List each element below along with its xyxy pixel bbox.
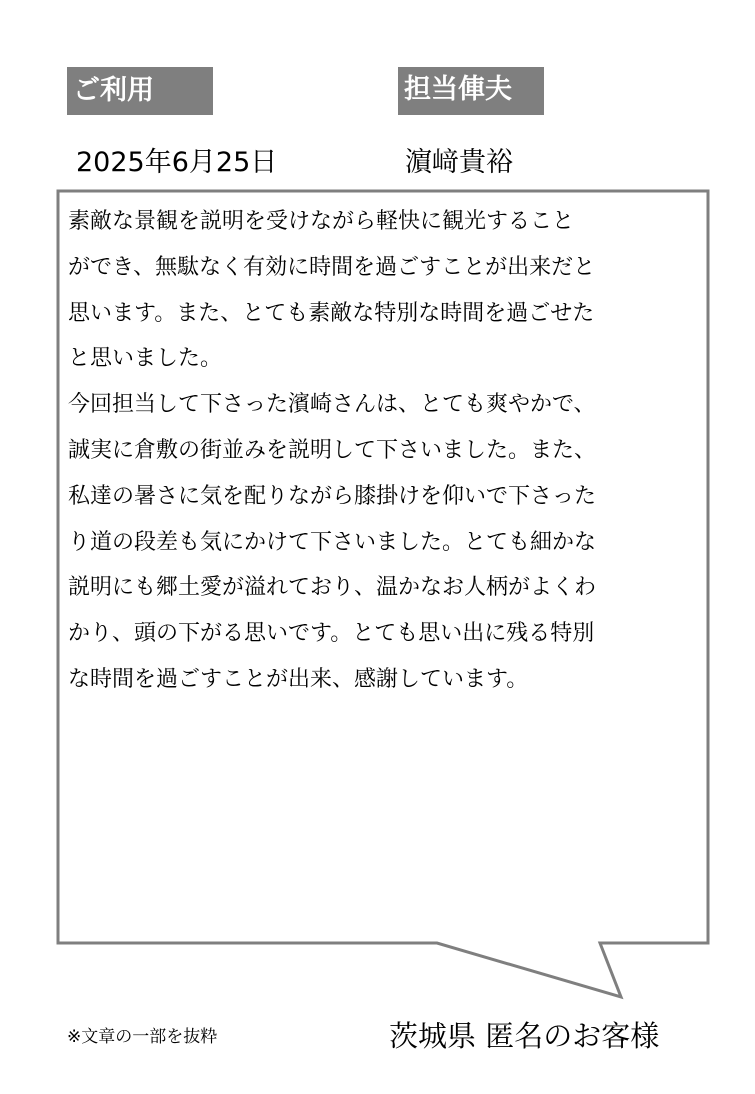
comment-line: 説明にも郷土愛が溢れており、温かなお人柄がよくわ [68, 575, 597, 601]
comment-line: 素敵な景観を説明を受けながら軽快に観光すること [68, 209, 575, 234]
customer-name: 茨城県 匿名のお客様 [389, 1019, 660, 1053]
comment-line: り道の段差も気にかけて下さいました。とても細かな [68, 529, 597, 555]
comment-line: 私達の暑さに気を配りながら膝掛けを仰いで下さった [68, 483, 597, 509]
comment-line: ができ、無駄なく有効に時間を過ごすことが出来だと [68, 254, 596, 280]
usage-date-label: ご利用 [67, 67, 213, 115]
staff-label: 担当俥夫 [398, 67, 544, 115]
staff-name-value: 濵﨑貴裕 [405, 147, 513, 178]
customer-comment [68, 199, 700, 703]
comment-line: 今回担当して下さった濱崎さんは、とても爽やかで、 [68, 392, 596, 418]
comment-line: 思います。また、とても素敵な特別な時間を過ごせた [68, 300, 595, 326]
comment-line: かり、頭の下がる思いです。とても思い出に残る特別 [68, 621, 595, 647]
comment-line: 誠実に倉敷の街並みを説明して下さいました。また、 [68, 437, 597, 463]
comment-line: な時間を過ごすことが出来、感謝しています。 [68, 666, 529, 692]
excerpt-note: ※文章の一部を抜粋 [67, 1027, 218, 1047]
comment-line: と思いました。 [68, 346, 223, 372]
usage-date-value: 2025年6月25日 [76, 147, 278, 178]
